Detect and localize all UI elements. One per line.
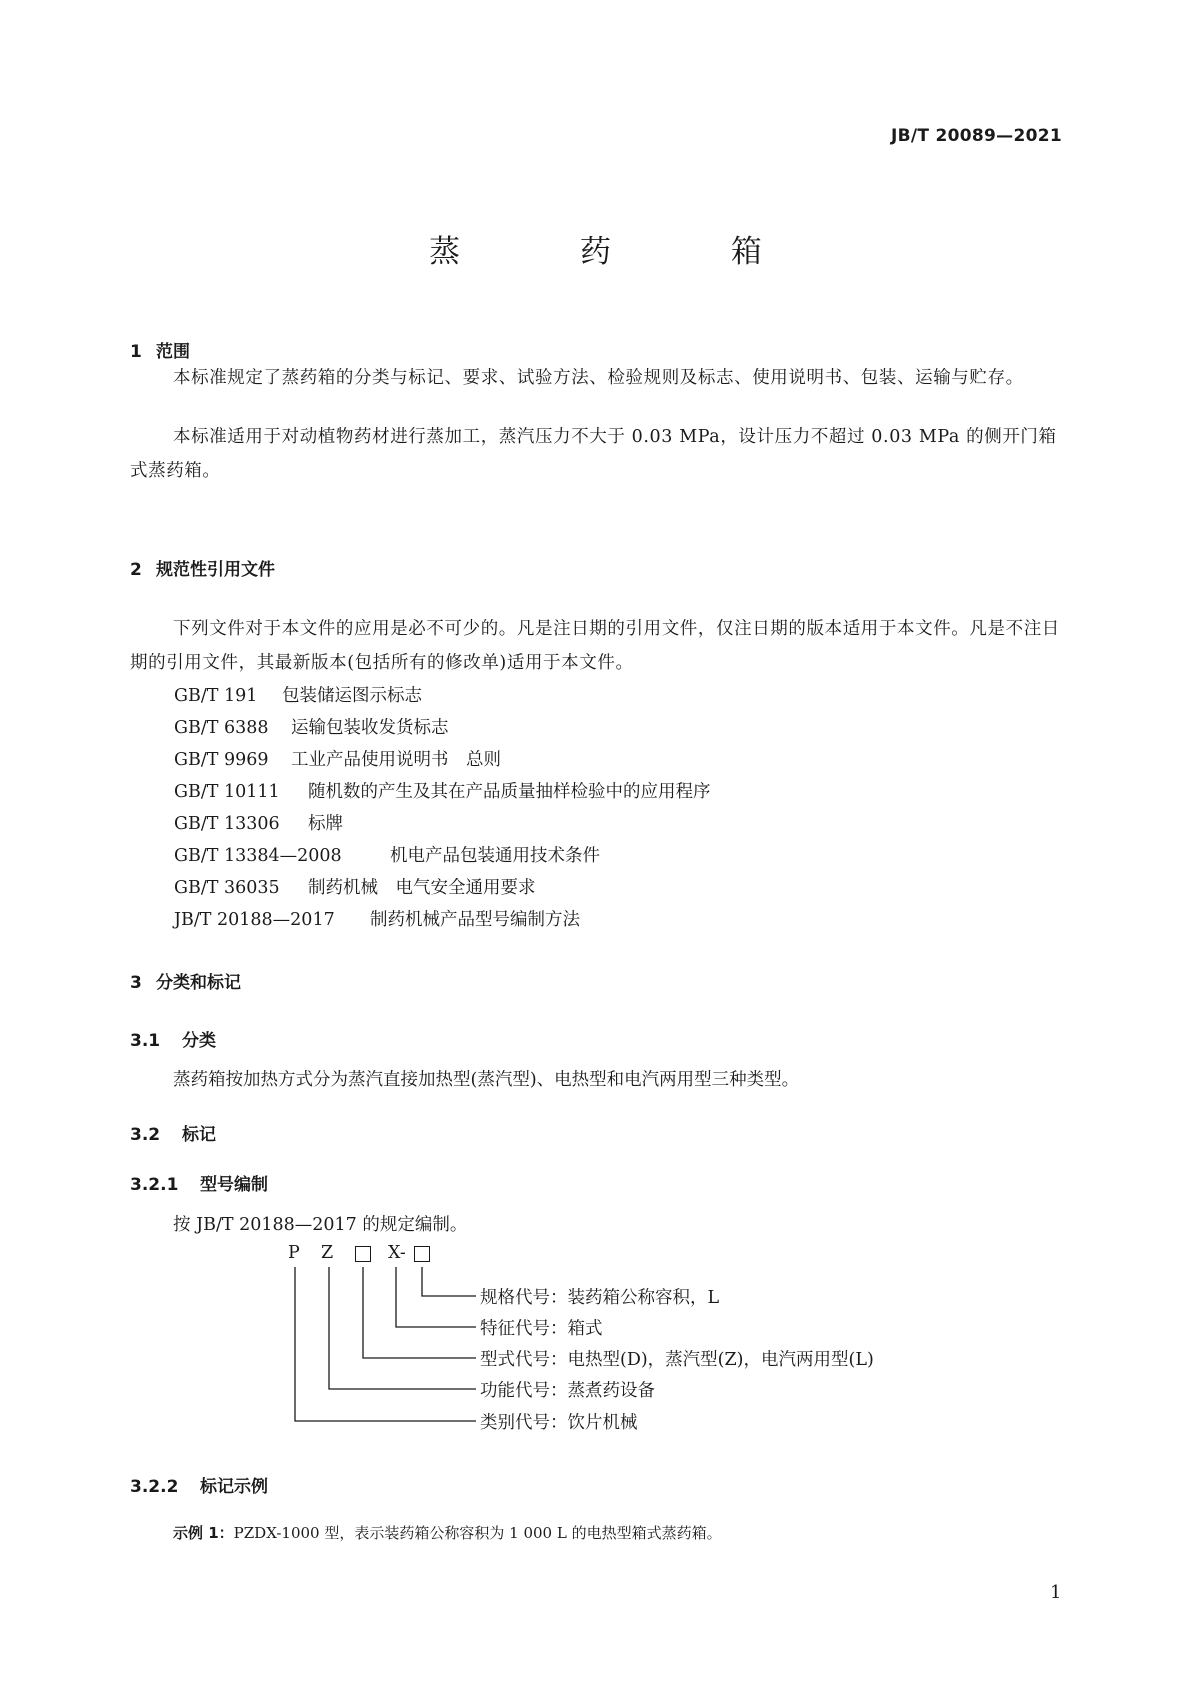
section-number: 3.2.2 xyxy=(130,1477,179,1497)
section-title: 分类和标记 xyxy=(156,973,241,993)
section-number: 3.1 xyxy=(130,1031,161,1051)
section-number: 3 xyxy=(130,973,142,993)
section-1-heading xyxy=(130,337,190,362)
section-1-paragraph-2: 本标准适用于对动植物药材进行蒸加工，蒸汽压力不大于 0.03 MPa，设计压力不超过 0.03 MPa 的侧开门箱式蒸药箱。 xyxy=(130,427,1057,481)
connector-line xyxy=(295,1267,476,1421)
diagram-label: 功能代号：蒸煮药设备 xyxy=(480,1381,655,1401)
section-3-2-1-heading xyxy=(130,1170,268,1195)
reference-item: GB/T 191 包装储运图示标志 xyxy=(174,686,422,706)
section-3-heading xyxy=(130,968,241,993)
placeholder-box xyxy=(414,1246,430,1262)
section-title: 规范性引用文件 xyxy=(156,560,275,580)
diagram-label: 特征代号：箱式 xyxy=(480,1319,603,1339)
section-title: 标记示例 xyxy=(200,1477,268,1497)
reference-item: GB/T 9969 工业产品使用说明书 总则 xyxy=(174,750,501,770)
section-3-2-2-heading xyxy=(130,1472,268,1497)
connector-line xyxy=(363,1267,476,1358)
section-3-1-heading xyxy=(130,1026,216,1051)
connector-line xyxy=(396,1267,476,1327)
reference-item: GB/T 10111 随机数的产生及其在产品质量抽样检验中的应用程序 xyxy=(174,782,711,802)
marking-example xyxy=(173,1522,722,1543)
section-2-intro: 下列文件对于本文件的应用是必不可少的。凡是注日期的引用文件，仅注日期的版本适用于本文件。凡是不注日期的引用文件，其最新版本(包括所有的修改单)适用于本文件。 xyxy=(130,619,1060,673)
section-title: 范围 xyxy=(156,342,190,362)
diagram-label: 类别代号：饮片机械 xyxy=(480,1413,638,1433)
section-number: 1 xyxy=(130,342,142,362)
section-3-1-text: 蒸药箱按加热方式分为蒸汽直接加热型(蒸汽型)、电热型和电汽两用型三种类型。 xyxy=(173,1070,800,1090)
section-number: 3.2.1 xyxy=(130,1175,179,1195)
code-x: X- xyxy=(388,1243,406,1263)
code-z: Z xyxy=(321,1243,334,1263)
reference-item: JB/T 20188—2017 制药机械产品型号编制方法 xyxy=(174,910,580,930)
reference-item: GB/T 36035 制药机械 电气安全通用要求 xyxy=(174,878,536,898)
section-1-paragraph-1: 本标准规定了蒸药箱的分类与标记、要求、试验方法、检验规则及标志、使用说明书、包装、运输与贮存。 xyxy=(173,368,1024,388)
page-number: 1 xyxy=(1050,1582,1062,1603)
section-title: 分类 xyxy=(182,1031,216,1051)
reference-item: GB/T 13306 标牌 xyxy=(174,814,343,834)
diagram-label: 规格代号：装药箱公称容积，L xyxy=(480,1288,720,1308)
section-3-2-1-text: 按 JB/T 20188—2017 的规定编制。 xyxy=(173,1215,468,1235)
section-2-heading xyxy=(130,555,275,580)
section-title: 型号编制 xyxy=(200,1175,268,1195)
section-number: 3.2 xyxy=(130,1125,161,1145)
reference-item: GB/T 13384—2008 机电产品包装通用技术条件 xyxy=(174,846,600,866)
connector-line xyxy=(329,1267,476,1389)
standard-code: JB/T 20089—2021 xyxy=(891,126,1062,146)
code-p: P xyxy=(288,1243,300,1263)
example-label: 示例 1： xyxy=(173,1524,234,1542)
placeholder-box xyxy=(355,1246,371,1262)
section-title: 标记 xyxy=(182,1125,216,1145)
diagram-label: 型式代号：电热型(D)，蒸汽型(Z)，电汽两用型(L) xyxy=(480,1350,874,1370)
document-title: 蒸 药 箱 xyxy=(429,234,817,270)
section-3-2-heading xyxy=(130,1120,216,1145)
example-text: PZDX-1000 型，表示装药箱公称容积为 1 000 L 的电热型箱式蒸药箱。 xyxy=(233,1524,722,1542)
section-number: 2 xyxy=(130,560,142,580)
reference-item: GB/T 6388 运输包装收发货标志 xyxy=(174,718,449,738)
connector-line xyxy=(422,1267,476,1296)
